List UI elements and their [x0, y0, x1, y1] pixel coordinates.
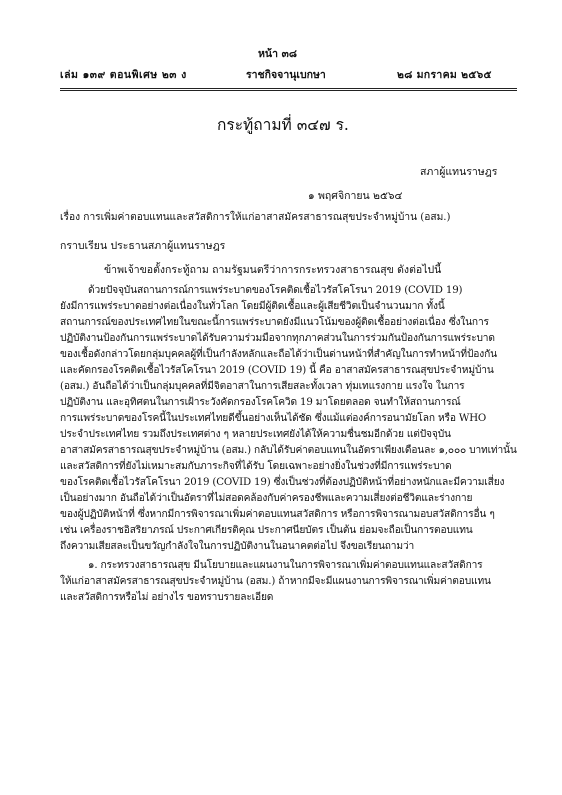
header-rule-2 [60, 90, 517, 91]
body-line: และสวัสดิการที่ยังไม่เหมาะสมกับภาระกิจที่ได้รับ โดยเฉพาะอย่างยิ่งในช่วงที่มีการแพร่ระบาด [60, 461, 452, 472]
body-line: อาสาสมัครสาธารณสุขประจำหมู่บ้าน (อสม.) กลับได้รับค่าตอบแทนในอัตราเพียงเดือนละ ๑,๐๐๐ บาทเท่านั้น [60, 445, 517, 456]
salutation: กราบเรียน ประธานสภาผู้แทนราษฎร [60, 240, 226, 252]
body-line: ถึงความเสียสละเป็นขวัญกำลังใจในการปฏิบัติงานในอนาคตต่อไป จึงขอเรียนถามว่า [60, 541, 415, 552]
question-line: ๑. กระทรวงสาธารณสุข มีนโยบายและแผนงานในการพิจารณาเพิ่มค่าตอบแทนและสวัสดิการ [88, 560, 483, 571]
header-rule [60, 88, 517, 89]
body-line: การแพร่ระบาดของโรคนี้ในประเทศไทยดีขึ้นอย่างเห็นได้ชัด ซึ่งแม้แต่องค์การอนามัยโลก หรือ WHO [60, 413, 487, 424]
intro-line: ข้าพเจ้าขอตั้งกระทู้ถาม ถามรัฐมนตรีว่าการกระทรวงสาธารณสุข ดังต่อไปนี้ [104, 264, 442, 276]
body-line: เป็นอย่างมาก อันถือได้ว่าเป็นอัตราที่ไม่สอดคล้องกับค่าครองชีพและความเสี่ยงต่อชีวิตและร่างกาย [60, 493, 473, 504]
letter-date: ๑ พฤศจิกายน ๒๕๖๔ [308, 190, 403, 202]
body-line: (อสม.) อันถือได้ว่าเป็นกลุ่มบุคคลที่มีจิตอาสาในการเสียสละทั้งเวลา ทุ่มเทแรงกาย แรงใจ ในการ [60, 381, 465, 392]
question-line: ให้แก่อาสาสมัครสาธารณสุขประจำหมู่บ้าน (อสม.) ถ้าหากมีจะมีแผนงานการพิจารณาเพิ่มค่าตอบแทน [60, 576, 491, 587]
volume-info: เล่ม ๑๓๙ ตอนพิเศษ ๒๓ ง [60, 69, 187, 81]
body-line: ของโรคติดเชื้อไวรัสโคโรนา 2019 (COVID 19) ซึ่งเป็นช่วงที่ต้องปฏิบัติหน้าที่อย่างหนักและมีความเสี่ยง [60, 477, 505, 488]
page-number: หน้า ๓๘ [258, 48, 297, 60]
document-title: กระทู้ถามที่ ๓๔๗ ร. [217, 116, 349, 134]
body-line: และคัดกรองโรคติดเชื้อไวรัสโคโรนา 2019 (COVID 19) นี้ คือ อาสาสมัครสาธารณสุขประจำหมู่บ้าน [60, 365, 494, 376]
body-line: ยังมีการแพร่ระบาดอย่างต่อเนื่องในทั่วโลก โดยมีผู้ติดเชื้อและผู้เสียชีวิตเป็นจำนวนมาก ทั้งนี้ [60, 301, 445, 312]
body-line: ประจำประเทศไทย รวมถึงประเทศต่าง ๆ หลายประเทศยังได้ให้ความชื่นชมอีกด้วย แต่ปัจจุบัน [60, 429, 451, 440]
body-line: ปฏิบัติงาน และอุทิศตนในการเฝ้าระวังคัดกรองโรคโควิด 19 มาโดยตลอด จนทำให้สถานการณ์ [60, 397, 461, 408]
gazette-date: ๒๘ มกราคม ๒๕๖๕ [397, 69, 492, 81]
subject-line: เรื่อง การเพิ่มค่าตอบแทนและสวัสดิการให้แก่อาสาสมัครสาธารณสุขประจำหมู่บ้าน (อสม.) [60, 212, 451, 223]
body-line: สถานการณ์ของประเทศไทยในขณะนี้การแพร่ระบาดยังมีแนวโน้มของผู้ติดเชื้ออย่างต่อเนื่อง ซึ่งในการ [60, 317, 489, 328]
body-line: ปฏิบัติงานป้องกันการแพร่ระบาดได้รับความร่วมมือจากทุกภาคส่วนในการร่วมกันป้องกันการแพร่ระบาด [60, 333, 495, 344]
gazette-name: ราชกิจจานุเบกษา [246, 69, 326, 81]
body-line: ด้วยปัจจุบันสถานการณ์การแพร่ระบาดของโรคติดเชื้อไวรัสโคโรนา 2019 (COVID 19) [88, 285, 463, 296]
question-line: และสวัสดิการหรือไม่ อย่างไร ขอทราบรายละเอียด [60, 592, 274, 603]
body-line: ของเชื้อดังกล่าวโดยกลุ่มบุคคลผู้ที่เป็นกำลังหลักและถือได้ว่าเป็นด่านหน้าที่สำคัญในการทำหน้าที่ป้องกัน [60, 349, 497, 360]
body-line: ของผู้ปฏิบัติหน้าที่ ซึ่งหากมีการพิจารณาเพิ่มค่าตอบแทนสวัสดิการ หรือการพิจารณามอบสวัสดิการอื่น ๆ [60, 509, 495, 520]
recipient-org: สภาผู้แทนราษฎร [420, 166, 498, 178]
body-line: เช่น เครื่องราชอิสริยาภรณ์ ประกาศเกียรติคุณ ประกาศนียบัตร เป็นต้น ย่อมจะถือเป็นการตอบแทน [60, 525, 473, 536]
